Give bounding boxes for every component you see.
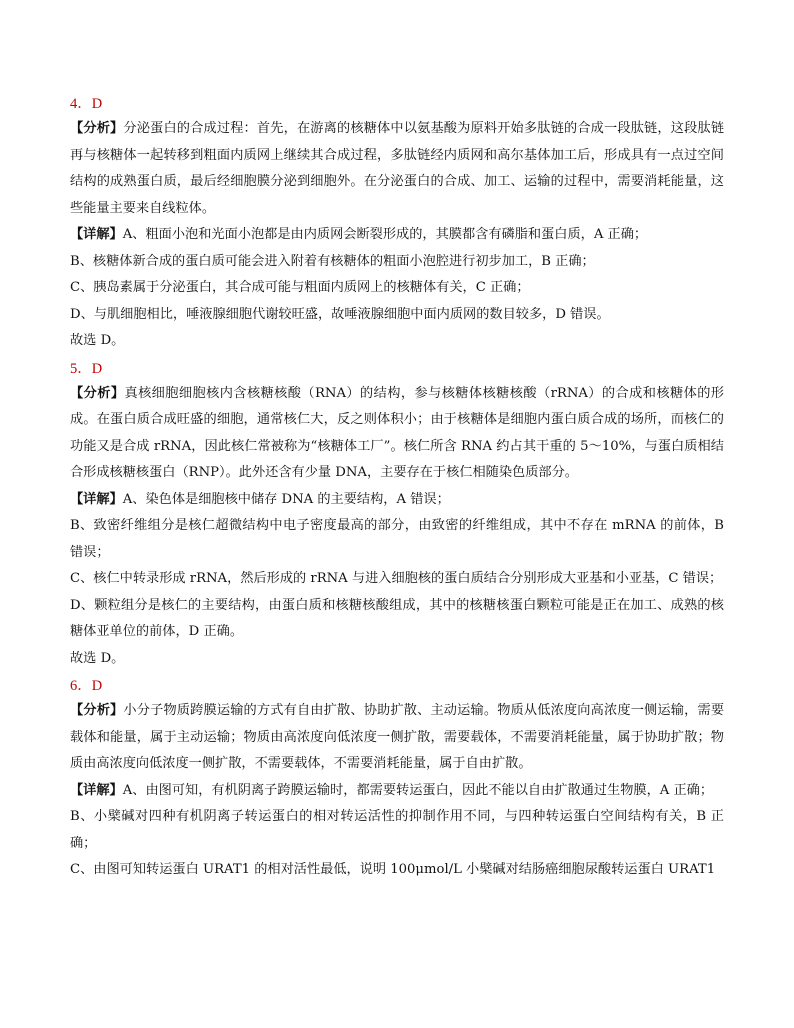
- detail-line: [70, 487, 724, 514]
- detail-line: C、由图可知转运蛋白 URAT1 的相对活性最低，说明 100μmol/L 小檗碱对结肠癌细胞尿酸转运蛋白 URAT1: [70, 862, 716, 877]
- analysis-paragraph: [70, 381, 724, 487]
- detail-line: [70, 778, 724, 805]
- question-6: [70, 674, 724, 884]
- detail-line: [70, 222, 724, 249]
- detail-tag: 【详解】: [70, 782, 123, 798]
- detail-tag: 【详解】: [70, 227, 123, 242]
- document-page: [70, 90, 724, 884]
- detail-line: B、核糖体新合成的蛋白质可能会进入附着有核糖体的粗面小泡腔进行初步加工，B 正确；: [70, 253, 595, 269]
- analysis-tag: 【分析】: [70, 385, 125, 401]
- analysis-tag: 【分析】: [70, 703, 124, 718]
- analysis-paragraph: [70, 116, 724, 222]
- detail-line: C、胰岛素属于分泌蛋白，其合成可能与粗面内质网上的核糖体有关，C 正确；: [70, 280, 530, 295]
- conclusion-line: 故选 D。: [70, 333, 125, 348]
- detail-tag: 【详解】: [70, 491, 123, 507]
- analysis-text: 真核细胞细胞核内含核糖核酸（RNA）的结构，参与核糖体核糖核酸（rRNA）的合成和核糖体的形成。在蛋白质合成旺盛的细胞，通常核仁大，反之则体积小；由于核糖体是细胞内蛋白质合成的场所，而核仁的功能又是合成 rRNA，因此核仁常被称为“核糖体工厂”。核仁所含 RNA 约占其干重的 5～10%，与蛋白质相结合形成核糖核蛋白（RNP）。此外还含有少量 DNA，主要存在于核仁相随染色质部分。: [70, 385, 724, 480]
- detail-text: A、由图可知，有机阴离子跨膜运输时，都需要转运蛋白，因此不能以自由扩散通过生物膜，A 正确；: [122, 782, 714, 798]
- analysis-text: 分泌蛋白的合成过程：首先，在游离的核糖体中以氨基酸为原料开始多肽链的合成一段肽链，这段肽链再与核糖体一起转移到粗面内质网上继续其合成过程，多肽链经内质网和高尔基体加工后，形成具有一点过空间结构的成熟蛋白质，最后经细胞膜分泌到细胞外。在分泌蛋白的合成、加工、运输的过程中，需要消耗能量，这些能量主要来自线粒体。: [70, 121, 725, 216]
- detail-line: B、小檗碱对四种有机阴离子转运蛋白的相对转运活性的抑制作用不同，与四种转运蛋白空间结构有关，B 正确；: [70, 809, 724, 851]
- detail-text: A、染色体是细胞核中储存 DNA 的主要结构，A 错误；: [122, 491, 450, 507]
- detail-text: A、粗面小泡和光面小泡都是由内质网会断裂形成的，其膜都含有磷脂和蛋白质，A 正确；: [122, 227, 648, 242]
- analysis-text: 小分子物质跨膜运输的方式有自由扩散、协助扩散、主动运输。物质从低浓度向高浓度一侧运输，需要载体和能量，属于主动运输；物质由高浓度向低浓度一侧扩散，需要载体，不需要消耗能量，属于协助扩散；物质由高浓度向低浓度一侧扩散，不需要载体，不需要消耗能量，属于自由扩散。: [70, 703, 725, 771]
- question-4: [70, 92, 724, 355]
- analysis-paragraph: [70, 698, 724, 778]
- question-5: [70, 357, 724, 673]
- conclusion-line: 故选 D。: [70, 650, 125, 666]
- question-number: 4．D: [70, 96, 103, 112]
- question-number: 6．D: [70, 678, 103, 694]
- detail-line: B、致密纤维组分是核仁超微结构中电子密度最高的部分，由致密的纤维组成，其中不存在 mRNA 的前体，B 错误；: [70, 518, 724, 560]
- analysis-tag: 【分析】: [70, 121, 124, 136]
- detail-line: D、颗粒组分是核仁的主要结构，由蛋白质和核糖核酸组成，其中的核糖核蛋白颗粒可能是正在加工、成熟的核糖体亚单位的前体，D 正确。: [70, 597, 724, 639]
- question-number: 5．D: [70, 360, 103, 377]
- detail-line: D、与肌细胞相比，唾液腺细胞代谢较旺盛，故唾液腺细胞中面内质网的数目较多，D 错误。: [70, 306, 610, 322]
- detail-line: C、核仁中转录形成 rRNA，然后形成的 rRNA 与进入细胞核的蛋白质结合分别形成大亚基和小亚基，C 错误；: [70, 571, 723, 586]
